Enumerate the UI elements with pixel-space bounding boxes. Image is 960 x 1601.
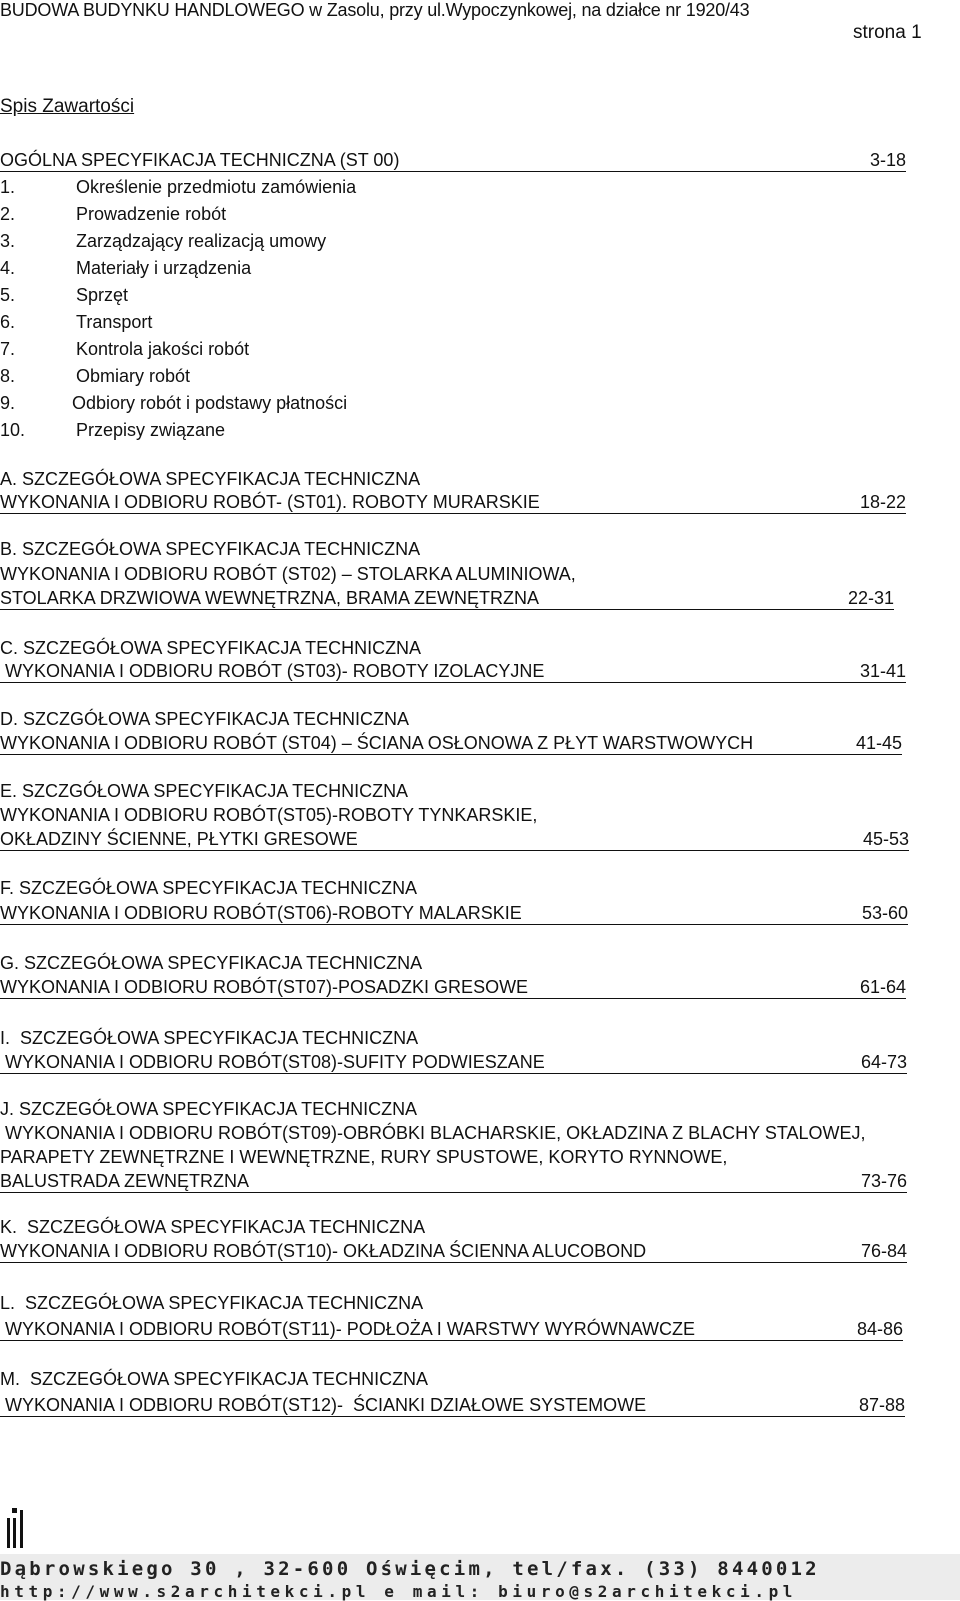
subitem-number: 9.	[0, 393, 16, 413]
toc-entry-section-m[interactable]	[0, 1394, 905, 1417]
subitem-number: 1.	[0, 177, 16, 197]
section-heading-text: D. SZCZGÓŁOWA SPECYFIKACJA TECHNICZNA	[0, 709, 410, 729]
toc-section-a-heading	[0, 468, 906, 490]
section-heading-text: K. SZCZEGÓŁOWA SPECYFIKACJA TECHNICZNA	[0, 1217, 426, 1237]
toc-section-j-heading	[0, 1098, 906, 1120]
toc-section-m-heading	[0, 1368, 906, 1390]
subitem-label: Materiały i urządzenia	[76, 258, 252, 278]
subitem-label: Obmiary robót	[76, 366, 191, 386]
toc-entry-pages: 53-60	[861, 903, 908, 923]
toc-entry-title: WYKONANIA I ODBIORU ROBÓT(ST11)- PODŁOŻA I WARSTWY WYRÓWNAWCZE	[0, 1319, 696, 1339]
subitem-label: Zarządzający realizacją umowy	[76, 231, 327, 251]
toc-entry-section-a[interactable]	[0, 491, 906, 514]
subitem-number: 2.	[0, 204, 16, 224]
subitem-label: Transport	[76, 312, 153, 332]
toc-entry-pages: 76-84	[860, 1241, 907, 1261]
toc-section-c-heading	[0, 637, 906, 659]
toc-entry-section-c[interactable]	[0, 660, 906, 683]
toc-section-f-heading	[0, 877, 906, 899]
toc-entry-section-k[interactable]	[0, 1240, 907, 1263]
toc-entry-title: WYKONANIA I ODBIORU ROBÓT (ST03)- ROBOTY IZOLACYJNE	[0, 661, 545, 681]
toc-section-b-heading	[0, 538, 906, 560]
toc-entry-pages: 64-73	[860, 1052, 907, 1072]
toc-section-k-heading	[0, 1216, 906, 1238]
toc-entry-section-d[interactable]	[0, 732, 902, 755]
toc-entry-title: WYKONANIA I ODBIORU ROBÓT(ST10)- OKŁADZINA ŚCIENNA ALUCOBOND	[0, 1241, 647, 1261]
toc-entry-section-i[interactable]	[0, 1051, 907, 1074]
toc-entry-pages: 61-64	[859, 977, 906, 997]
section-line-text: WYKONANIA I ODBIORU ROBÓT (ST02) – STOLARKA ALUMINIOWA,	[0, 564, 576, 584]
section-heading-text: F. SZCZEGÓŁOWA SPECYFIKACJA TECHNICZNA	[0, 878, 418, 898]
toc-heading: Spis Zawartości	[0, 96, 135, 117]
section-line-text: WYKONANIA I ODBIORU ROBÓT(ST05)-ROBOTY TYNKARSKIE,	[0, 805, 538, 825]
toc-section-j-line	[0, 1122, 906, 1144]
toc-entry-title: WYKONANIA I ODBIORU ROBÓT(ST12)- ŚCIANKI DZIAŁOWE SYSTEMOWE	[0, 1395, 647, 1415]
toc-entry-title: OKŁADZINY ŚCIENNE, PŁYTKI GRESOWE	[0, 829, 358, 849]
toc-entry-pages: 41-45	[855, 733, 902, 753]
toc-entry-section-f[interactable]	[0, 902, 908, 925]
section-heading-text: B. SZCZEGÓŁOWA SPECYFIKACJA TECHNICZNA	[0, 539, 421, 559]
toc-entry-general[interactable]	[0, 149, 906, 172]
toc-section-i-heading	[0, 1027, 906, 1049]
toc-section-g-heading	[0, 952, 906, 974]
section-line-text: PARAPETY ZEWNĘTRZNE I WEWNĘTRZNE, RURY SPUSTOWE, KORYTO RYNNOWE,	[0, 1147, 728, 1167]
section-heading-text: C. SZCZEGÓŁOWA SPECYFIKACJA TECHNICZNA	[0, 638, 422, 658]
subitem-label: Kontrola jakości robót	[76, 339, 250, 359]
toc-entry-pages: 87-88	[858, 1395, 905, 1415]
toc-entry-section-l[interactable]	[0, 1318, 903, 1341]
toc-entry-title: BALUSTRADA ZEWNĘTRZNA	[0, 1171, 250, 1191]
subitem-label: Sprzęt	[76, 285, 129, 305]
section-line-text: WYKONANIA I ODBIORU ROBÓT(ST09)-OBRÓBKI BLACHARSKIE, OKŁADZINA Z BLACHY STALOWEJ,	[0, 1123, 866, 1143]
subitem-number: 6.	[0, 312, 16, 332]
subitem-number: 5.	[0, 285, 16, 305]
subitem-label: Prowadzenie robót	[76, 204, 227, 224]
subitem-label: Odbiory robót i podstawy płatności	[72, 393, 348, 413]
toc-entry-section-e[interactable]	[0, 828, 909, 851]
footer-contact: http://www.s2architekci.pl e mail: biuro@s2architekci.pl	[0, 1582, 798, 1601]
section-heading-text: J. SZCZEGÓŁOWA SPECYFIKACJA TECHNICZNA	[0, 1099, 418, 1119]
page-number: strona 1	[853, 22, 922, 43]
subitem-number: 3.	[0, 231, 16, 251]
toc-entry-title: WYKONANIA I ODBIORU ROBÓT(ST06)-ROBOTY MALARSKIE	[0, 903, 522, 923]
toc-entry-section-g[interactable]	[0, 976, 906, 999]
section-heading-text: E. SZCZGÓŁOWA SPECYFIKACJA TECHNICZNA	[0, 781, 409, 801]
toc-entry-title: OGÓLNA SPECYFIKACJA TECHNICZNA (ST 00)	[0, 150, 400, 170]
section-heading-text: A. SZCZEGÓŁOWA SPECYFIKACJA TECHNICZNA	[0, 469, 421, 489]
document-title: BUDOWA BUDYNKU HANDLOWEGO w Zasolu, przy ul.Wypoczynkowej, na działce nr 1920/43	[0, 0, 750, 20]
section-heading-text: I. SZCZEGÓŁOWA SPECYFIKACJA TECHNICZNA	[0, 1028, 419, 1048]
toc-entry-pages: 31-41	[859, 661, 906, 681]
toc-section-b-line	[0, 563, 906, 585]
subitem-number: 8.	[0, 366, 16, 386]
toc-section-e-line	[0, 804, 906, 826]
page-header	[0, 0, 960, 60]
company-logo-icon	[4, 1508, 28, 1550]
toc-entry-pages: 18-22	[859, 492, 906, 512]
toc-section-d-heading	[0, 708, 906, 730]
toc-entry-pages: 22-31	[847, 588, 894, 608]
toc-entry-title: WYKONANIA I ODBIORU ROBÓT(ST07)-POSADZKI GRESOWE	[0, 977, 529, 997]
toc-entry-title: WYKONANIA I ODBIORU ROBÓT (ST04) – ŚCIANA OSŁONOWA Z PŁYT WARSTWOWYCH	[0, 733, 754, 753]
subitem-label: Przepisy związane	[76, 420, 226, 440]
subitem-number: 4.	[0, 258, 16, 278]
section-heading-text: M. SZCZEGÓŁOWA SPECYFIKACJA TECHNICZNA	[0, 1369, 429, 1389]
toc-entry-title: STOLARKA DRZWIOWA WEWNĘTRZNA, BRAMA ZEWNĘTRZNA	[0, 588, 540, 608]
toc-section-l-heading	[0, 1292, 906, 1314]
toc-entry-pages: 73-76	[860, 1171, 907, 1191]
toc-entry-section-b[interactable]	[0, 587, 894, 610]
toc-entry-pages: 45-53	[862, 829, 909, 849]
subitem-number: 7.	[0, 339, 16, 359]
footer-address: Dąbrowskiego 30 , 32-600 Oświęcim, tel/fax. (33) 8440012	[0, 1558, 820, 1580]
section-heading-text: G. SZCZEGÓŁOWA SPECYFIKACJA TECHNICZNA	[0, 953, 423, 973]
toc-section-e-heading	[0, 780, 906, 802]
toc-entry-title: WYKONANIA I ODBIORU ROBÓT- (ST01). ROBOTY MURARSKIE	[0, 492, 540, 512]
subitem-label: Określenie przedmiotu zamówienia	[76, 177, 357, 197]
toc-entry-title: WYKONANIA I ODBIORU ROBÓT(ST08)-SUFITY PODWIESZANE	[0, 1052, 545, 1072]
subitem-number: 10.	[0, 420, 26, 440]
toc-section-j-line	[0, 1146, 906, 1168]
toc-entry-pages: 84-86	[856, 1319, 903, 1339]
toc-entry-section-j[interactable]	[0, 1170, 907, 1193]
section-heading-text: L. SZCZEGÓŁOWA SPECYFIKACJA TECHNICZNA	[0, 1293, 424, 1313]
toc-entry-pages: 3-18	[869, 150, 906, 170]
